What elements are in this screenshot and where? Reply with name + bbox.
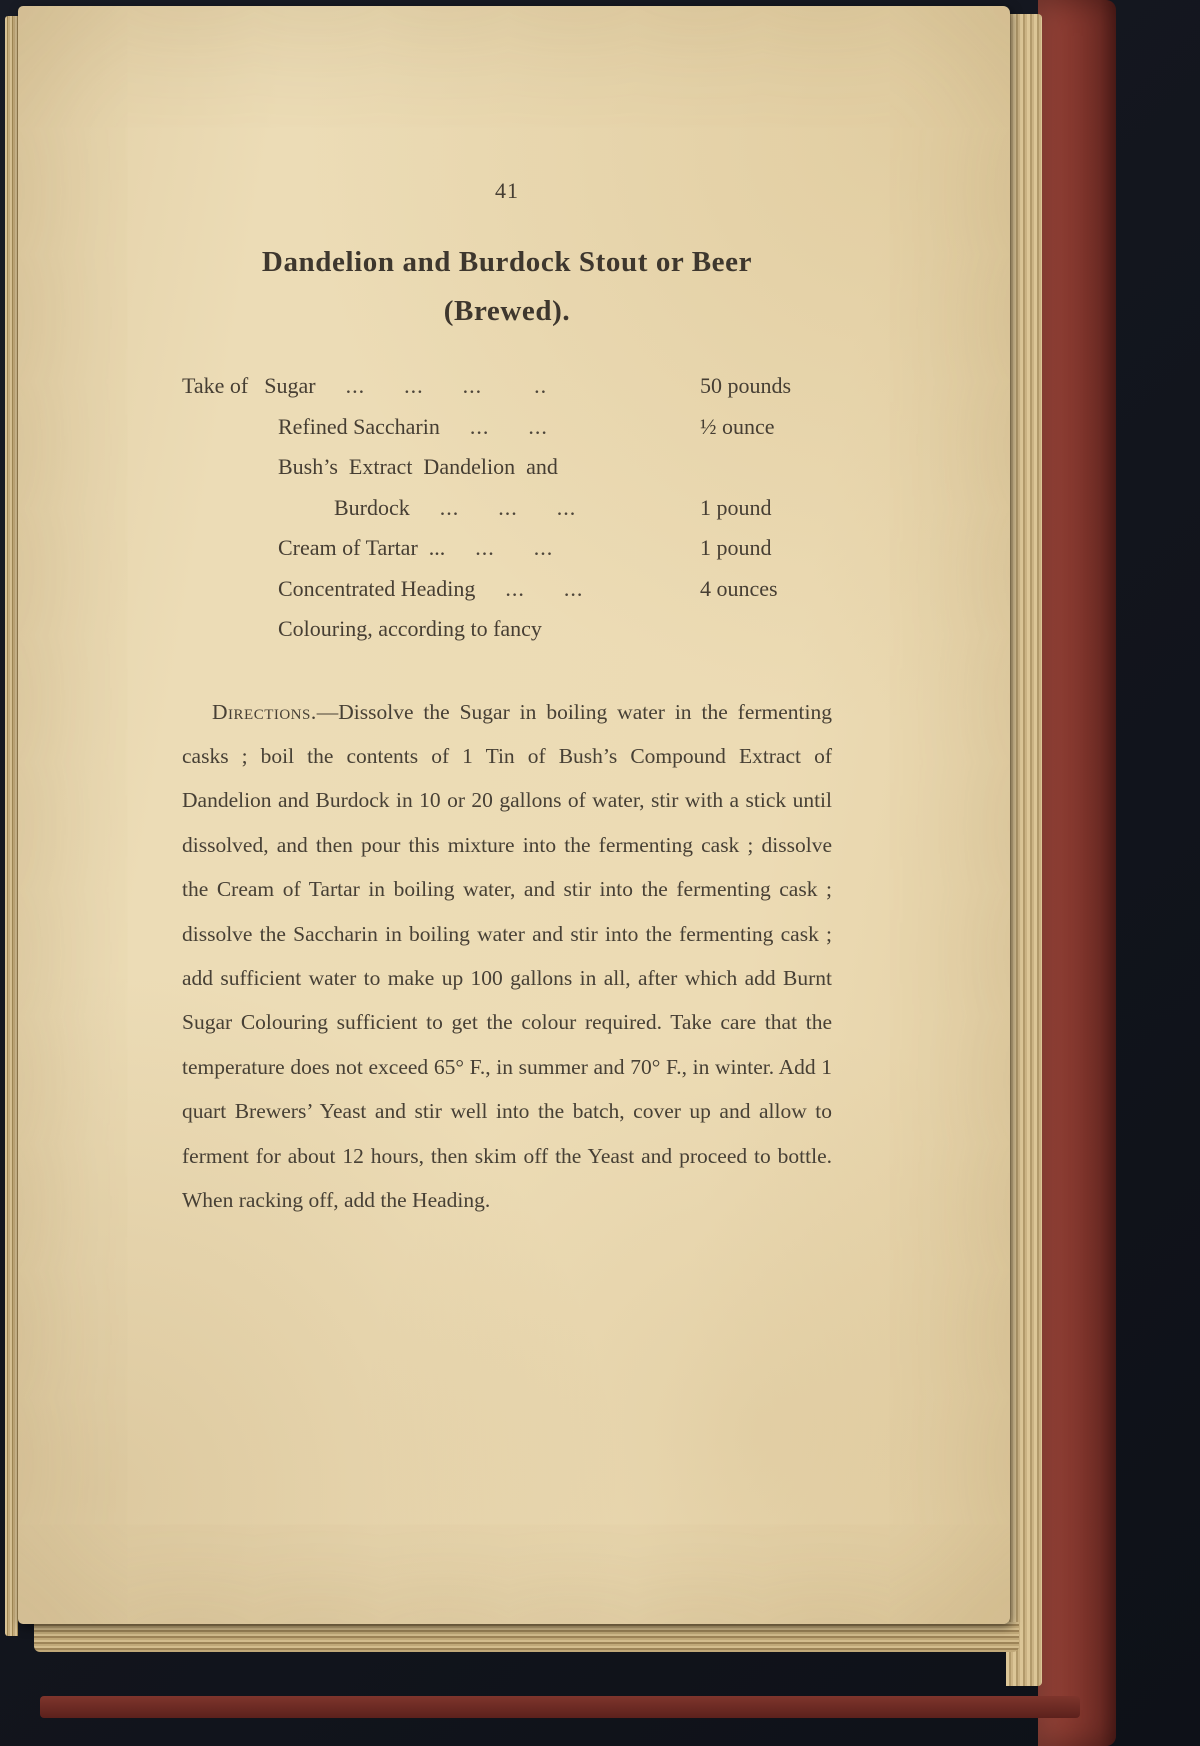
ingredient-name: Cream of Tartar ... — [278, 535, 446, 560]
directions-text: —Dissolve the Sugar in boiling water in the fermenting casks ; boil the contents of 1 Tin of Bush’s Compound Extract of Dandelion and Burdock in 10 or 20 gallons of water, stir with a stick until dissolved, and then pour this mixture into the fermenting cask ; dissolve the Cream of Tartar in boiling water, and stir into the fermenting cask ; dissolve the Saccharin in boiling water and stir into the fermenting cask ; add sufficient water to make up 100 gallons in all, after which add Burnt Sugar Colouring sufficient to get the colour required. Take care that the temperature does not exceed 65° F., in summer and 70° F., in winter. Add 1 quart Brewers’ Yeast and stir well into the batch, cover up and allow to ferment for about 12 hours, then skim off the Yeast and proceed to bottle. When racking off, add the Heading. — [182, 699, 832, 1212]
ingredient-dot-leaders: ... ... ... — [439, 494, 577, 520]
ingredient-name: Burdock — [334, 494, 410, 520]
recipe-title-line2: (Brewed). — [443, 295, 571, 327]
page-edge-stack-right — [1006, 14, 1042, 1686]
ingredient-row-concentrated-heading — [182, 569, 832, 610]
ingredient-quantity: 4 ounces — [700, 575, 778, 601]
recipe-title — [182, 238, 832, 336]
ingredient-name: Concentrated Heading — [278, 575, 476, 601]
page-edge-stack-bottom — [34, 1622, 1019, 1652]
page-edge-stack-left — [5, 16, 18, 1636]
ingredient-name: Bush’s Extract Dandelion and — [278, 454, 558, 479]
ingredient-lead-in: Take of — [182, 373, 249, 398]
ingredient-quantity: 50 pounds — [700, 373, 792, 398]
book-page — [18, 6, 1010, 1624]
ingredient-quantity: 1 pound — [700, 535, 772, 560]
ingredient-row-burdock — [182, 488, 832, 529]
book-cover-bottom-edge — [40, 1696, 1080, 1718]
ingredient-dot-leaders: ... ... ... .. — [345, 373, 548, 398]
book-cover-spine — [1038, 0, 1116, 1746]
recipe-title-line1: Dandelion and Burdock Stout or Beer — [261, 246, 753, 278]
page-number: 41 — [495, 178, 519, 203]
ingredient-quantity: ½ ounce — [700, 413, 775, 439]
ingredient-name: Refined Saccharin — [278, 413, 440, 439]
directions-label: Directions. — [212, 699, 317, 724]
ingredient-list — [182, 366, 832, 650]
ingredient-quantity: 1 pound — [700, 494, 772, 520]
ingredient-name: Sugar — [264, 373, 316, 398]
ingredient-row-sugar — [182, 366, 832, 407]
ingredient-row-cream-of-tartar — [182, 528, 832, 569]
ingredient-dot-leaders: ... ... — [505, 575, 584, 601]
ingredient-row-saccharin — [182, 407, 832, 448]
ingredient-dot-leaders: ... ... — [469, 413, 548, 439]
ingredient-row-bushs-extract — [182, 447, 832, 488]
ingredient-row-colouring — [182, 609, 832, 650]
ingredient-name: Colouring, according to fancy — [278, 616, 542, 641]
page-content — [18, 6, 1010, 1222]
directions-paragraph — [182, 690, 832, 1223]
ingredient-dot-leaders: ... ... — [475, 535, 554, 560]
